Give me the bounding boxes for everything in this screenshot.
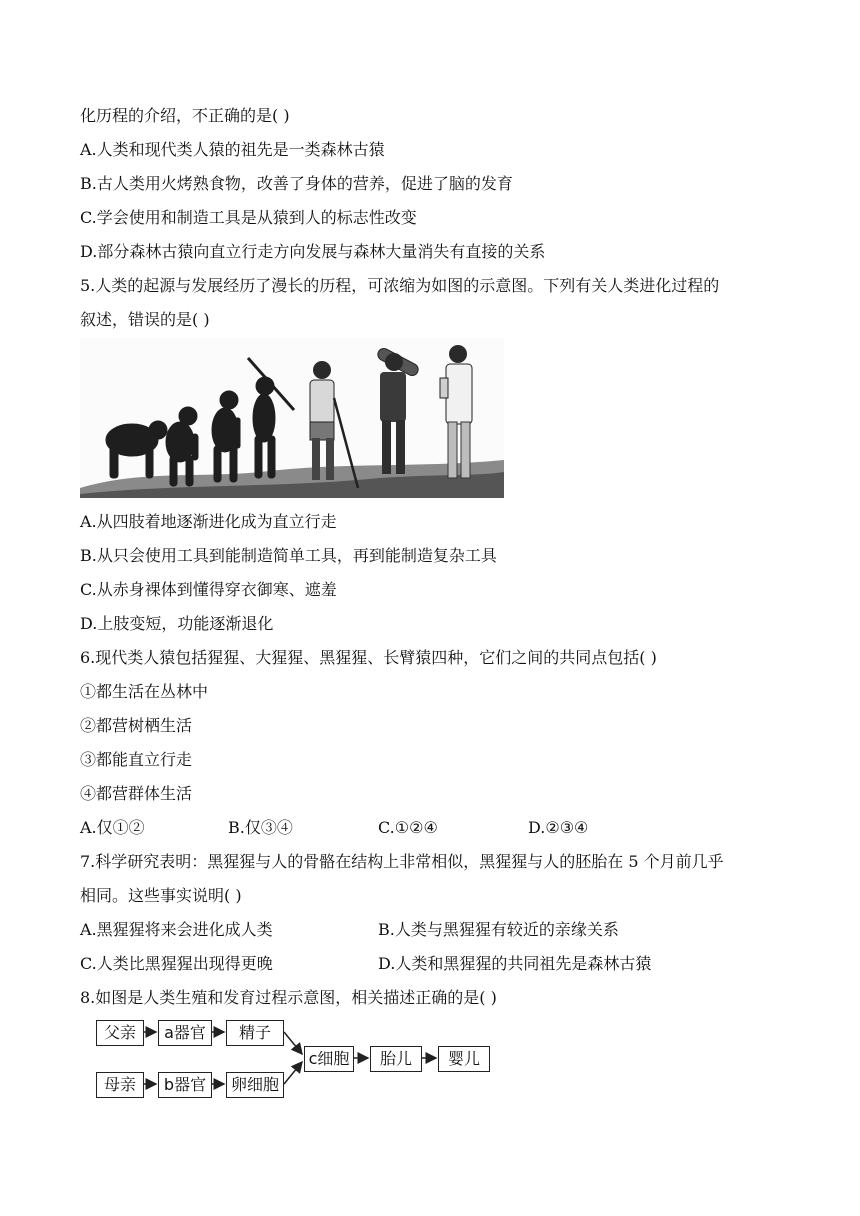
q6-statement-1: ①都生活在丛林中 — [80, 682, 209, 701]
q5-option-d: D.上肢变短，功能逐渐退化 — [80, 614, 274, 633]
q4-stem-tail: 化历程的介绍，不正确的是( ) — [80, 106, 290, 125]
q7-stem-line1: 7.科学研究表明：黑猩猩与人的骨骼在结构上非常相似，黑猩猩与人的胚胎在 5 个月前几乎 — [80, 852, 724, 871]
q6-statement-4: ④都营群体生活 — [80, 784, 193, 803]
q7-option-c: C.人类比黑猩猩出现得更晚 — [80, 954, 273, 973]
box-organ-b: b器官 — [158, 1072, 212, 1098]
box-organ-a: a器官 — [158, 1020, 212, 1046]
q4-option-c: C.学会使用和制造工具是从猿到人的标志性改变 — [80, 208, 417, 227]
q8-stem: 8.如图是人类生殖和发育过程示意图，相关描述正确的是( ) — [80, 988, 497, 1007]
q6-option-a: A.仅①② — [80, 818, 145, 837]
evolution-illustration — [80, 338, 504, 498]
q4-option-a: A.人类和现代类人猿的祖先是一类森林古猿 — [80, 140, 385, 159]
box-cell-c: c细胞 — [304, 1046, 354, 1072]
q4-option-d: D.部分森林古猿向直立行走方向发展与森林大量消失有直接的关系 — [80, 242, 546, 261]
q7-option-b: B.人类与黑猩猩有较近的亲缘关系 — [378, 920, 619, 939]
box-fetus: 胎儿 — [370, 1046, 422, 1072]
q7-stem-line2: 相同。这些事实说明( ) — [80, 886, 242, 905]
q7-option-a: A.黑猩猩将来会进化成人类 — [80, 920, 273, 939]
box-egg: 卵细胞 — [226, 1072, 284, 1098]
reproduction-flow-diagram — [96, 1016, 496, 1100]
box-mother: 母亲 — [96, 1072, 144, 1098]
q5-stem-line2: 叙述，错误的是( ) — [80, 310, 210, 329]
q7-option-d: D.人类和黑猩猩的共同祖先是森林古猿 — [378, 954, 652, 973]
q6-statement-2: ②都营树栖生活 — [80, 716, 193, 735]
human-evolution-figure — [80, 338, 504, 498]
q6-option-b: B.仅③④ — [228, 818, 293, 837]
box-baby: 婴儿 — [438, 1046, 490, 1072]
q6-statement-3: ③都能直立行走 — [80, 750, 193, 769]
q5-option-c: C.从赤身裸体到懂得穿衣御寒、遮羞 — [80, 580, 337, 599]
q5-option-b: B.从只会使用工具到能制造简单工具，再到能制造复杂工具 — [80, 546, 497, 565]
q6-option-d: D.②③④ — [528, 818, 589, 837]
q5-option-a: A.从四肢着地逐渐进化成为直立行走 — [80, 512, 337, 531]
q5-stem-line1: 5.人类的起源与发展经历了漫长的历程，可浓缩为如图的示意图。下列有关人类进化过程的 — [80, 276, 720, 295]
box-sperm: 精子 — [226, 1020, 284, 1046]
q6-option-c: C.①②④ — [378, 818, 438, 837]
q6-stem: 6.现代类人猿包括猩猩、大猩猩、黑猩猩、长臂猿四种，它们之间的共同点包括( ) — [80, 648, 657, 667]
q4-option-b: B.古人类用火烤熟食物，改善了身体的营养，促进了脑的发育 — [80, 174, 513, 193]
flow-arrows — [96, 1016, 496, 1100]
box-father: 父亲 — [96, 1020, 144, 1046]
